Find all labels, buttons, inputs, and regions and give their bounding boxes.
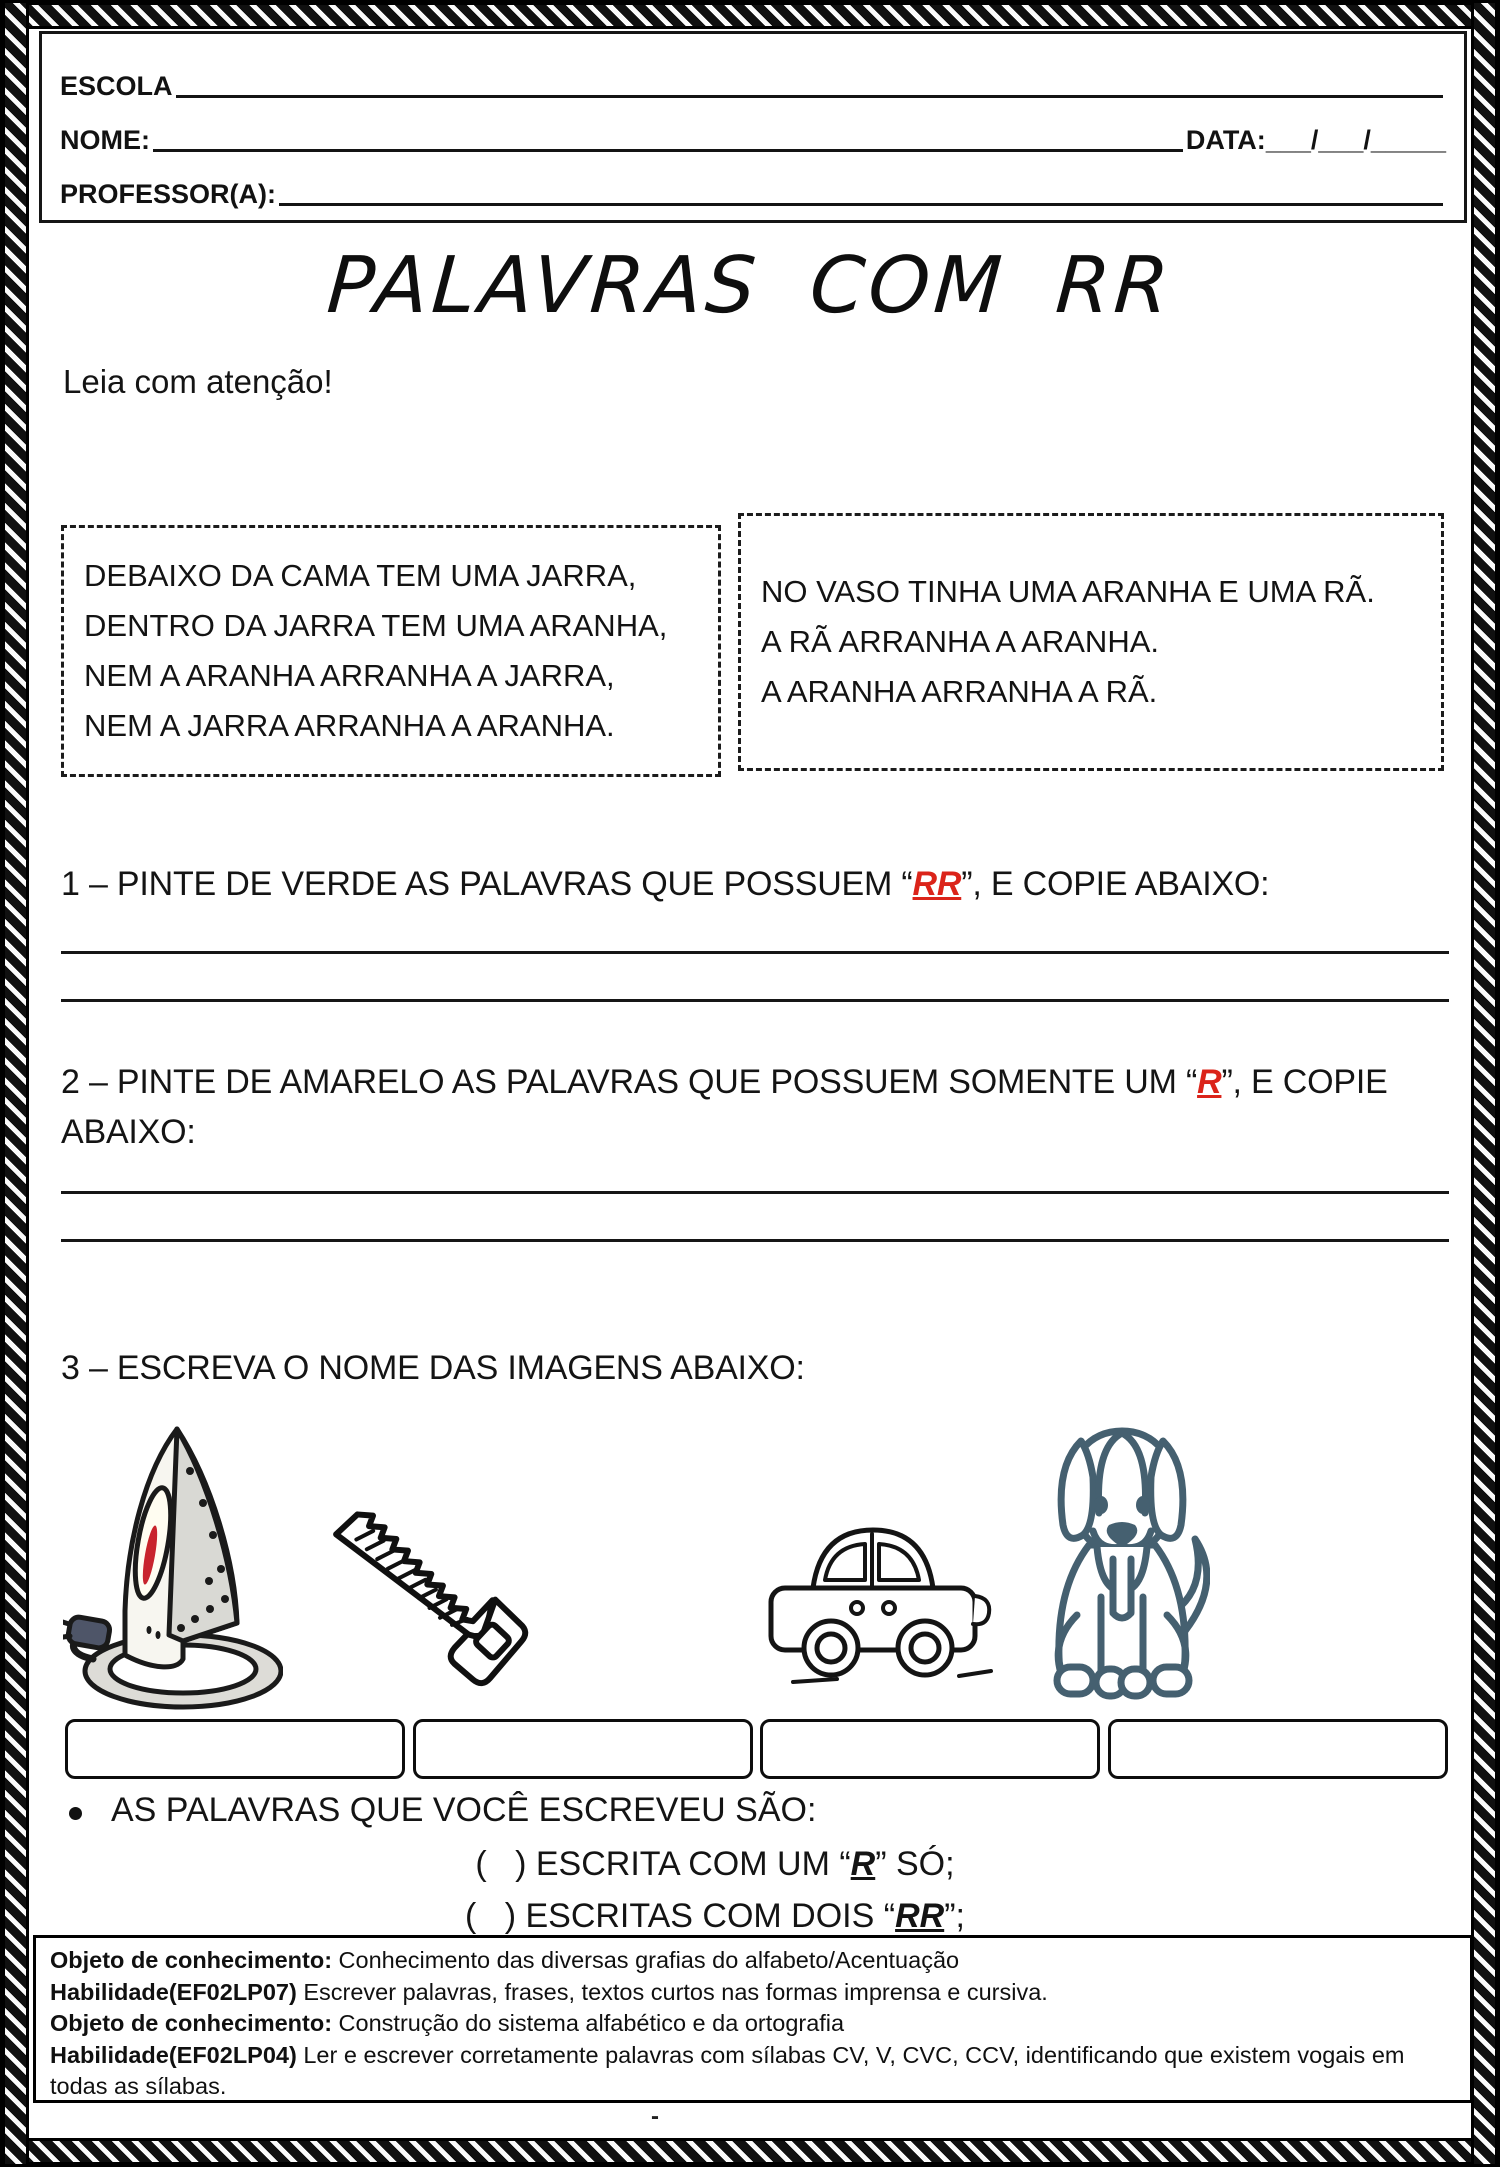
clothes-iron-illustration	[63, 1423, 283, 1720]
dog-illustration	[1035, 1419, 1210, 1720]
reading-line: A ARANHA ARRANHA A RÃ.	[761, 674, 1158, 709]
professor-blank-line[interactable]	[279, 203, 1443, 206]
reading-line: A RÃ ARRANHA A ARANHA.	[761, 624, 1159, 659]
answer-line[interactable]	[61, 1191, 1449, 1194]
question-2	[61, 1063, 1388, 1102]
question-1-rr-highlight: RR	[912, 865, 962, 903]
question-2-text-end: ”, E COPIE	[1221, 1063, 1388, 1101]
data-label: DATA:	[1185, 125, 1266, 155]
question-2-r-highlight: R	[1197, 1063, 1222, 1101]
footer-text: Escrever palavras, frases, textos curtos nas formas imprensa e cursiva.	[296, 1978, 1048, 2005]
question-1-text: 1 – PINTE DE VERDE AS PALAVRAS QUE POSSUEM “	[61, 865, 913, 903]
professor-row	[60, 156, 1446, 210]
option-1-text-end: ” SÓ;	[875, 1845, 955, 1883]
footer-line	[50, 1945, 1456, 1977]
footer-bold: Habilidade(EF02LP04)	[50, 2041, 297, 2068]
image-answer-box-4[interactable]	[1108, 1719, 1448, 1779]
question-2-line2: ABAIXO:	[61, 1113, 196, 1151]
answer-line[interactable]	[61, 951, 1449, 954]
handsaw-illustration	[333, 1455, 543, 1710]
footer-line	[50, 2008, 1456, 2040]
checklist-option-1[interactable]	[0, 1845, 1497, 1884]
bullet-icon	[69, 1807, 82, 1820]
option-2-rr: RR	[895, 1897, 945, 1935]
page-number-mark: -	[651, 2103, 659, 2130]
question-1-text-end: ”, E COPIE ABAIXO:	[961, 865, 1270, 903]
intro-text: Leia com atenção!	[63, 363, 333, 400]
professor-label: PROFESSOR(A):	[60, 179, 276, 209]
dog-icon	[1035, 1419, 1210, 1715]
rope-border-bottom	[3, 2138, 1497, 2164]
question-2-text: 2 – PINTE DE AMARELO AS PALAVRAS QUE POSSUEM SOMENTE UM “	[61, 1063, 1198, 1101]
page-title: PALAVRAS COM RR	[324, 241, 1176, 331]
option-2-text-end: ”;	[944, 1897, 965, 1935]
nome-row	[60, 102, 1446, 156]
data-blank-fields[interactable]: ___/___/_____	[1265, 125, 1446, 155]
footer-text: Ler e escrever corretamente palavras com sílabas CV, V, CVC, CCV, identificando que existem vogais em todas as sílabas.	[50, 2041, 1405, 2099]
reading-line: NEM A ARANHA ARRANHA A JARRA,	[84, 658, 615, 693]
footer-line	[50, 2040, 1456, 2103]
handsaw-icon	[333, 1455, 543, 1705]
answer-line[interactable]	[61, 1239, 1449, 1242]
reading-line: NO VASO TINHA UMA ARANHA E UMA RÃ.	[761, 574, 1375, 609]
car-icon	[753, 1508, 993, 1693]
footer-bold: Objeto de conhecimento:	[50, 2010, 333, 2036]
option-1-text: ( ) ESCRITA COM UM “	[475, 1845, 851, 1883]
clothes-iron-icon	[63, 1423, 283, 1715]
footer-bold: Objeto de conhecimento:	[50, 1947, 333, 1973]
footer-line	[50, 1977, 1456, 2009]
reading-line: DENTRO DA JARRA TEM UMA ARANHA,	[84, 608, 668, 643]
image-answer-box-3[interactable]	[760, 1719, 1100, 1779]
image-answer-box-2[interactable]	[413, 1719, 753, 1779]
checklist-option-2[interactable]	[0, 1897, 1497, 1936]
header-box	[39, 31, 1467, 223]
nome-label: NOME:	[60, 125, 150, 155]
escola-row	[60, 48, 1446, 102]
escola-blank-line[interactable]	[176, 95, 1443, 98]
option-2-text: ( ) ESCRITAS COM DOIS “	[465, 1897, 896, 1935]
reading-box-1	[61, 525, 721, 777]
checklist-heading: AS PALAVRAS QUE VOCÊ ESCREVEU SÃO:	[111, 1791, 817, 1829]
rope-border-top	[3, 3, 1497, 29]
nome-blank-line[interactable]	[153, 149, 1183, 152]
skills-footer-box	[33, 1935, 1473, 2103]
footer-bold: Habilidade(EF02LP07)	[50, 1978, 297, 2005]
car-illustration	[753, 1508, 993, 1698]
escola-label: ESCOLA	[60, 71, 173, 101]
reading-box-2	[738, 513, 1444, 771]
option-1-r: R	[850, 1845, 876, 1883]
image-answer-box-1[interactable]	[65, 1719, 405, 1779]
question-3: 3 – ESCREVA O NOME DAS IMAGENS ABAIXO:	[61, 1349, 805, 1387]
reading-line: NEM A JARRA ARRANHA A ARANHA.	[84, 708, 615, 743]
answer-line[interactable]	[61, 999, 1449, 1002]
question-1	[61, 865, 1269, 904]
footer-text: Construção do sistema alfabético e da ortografia	[332, 2010, 845, 2036]
footer-text: Conhecimento das diversas grafias do alfabeto/Acentuação	[332, 1947, 960, 1973]
reading-line: DEBAIXO DA CAMA TEM UMA JARRA,	[84, 558, 637, 593]
